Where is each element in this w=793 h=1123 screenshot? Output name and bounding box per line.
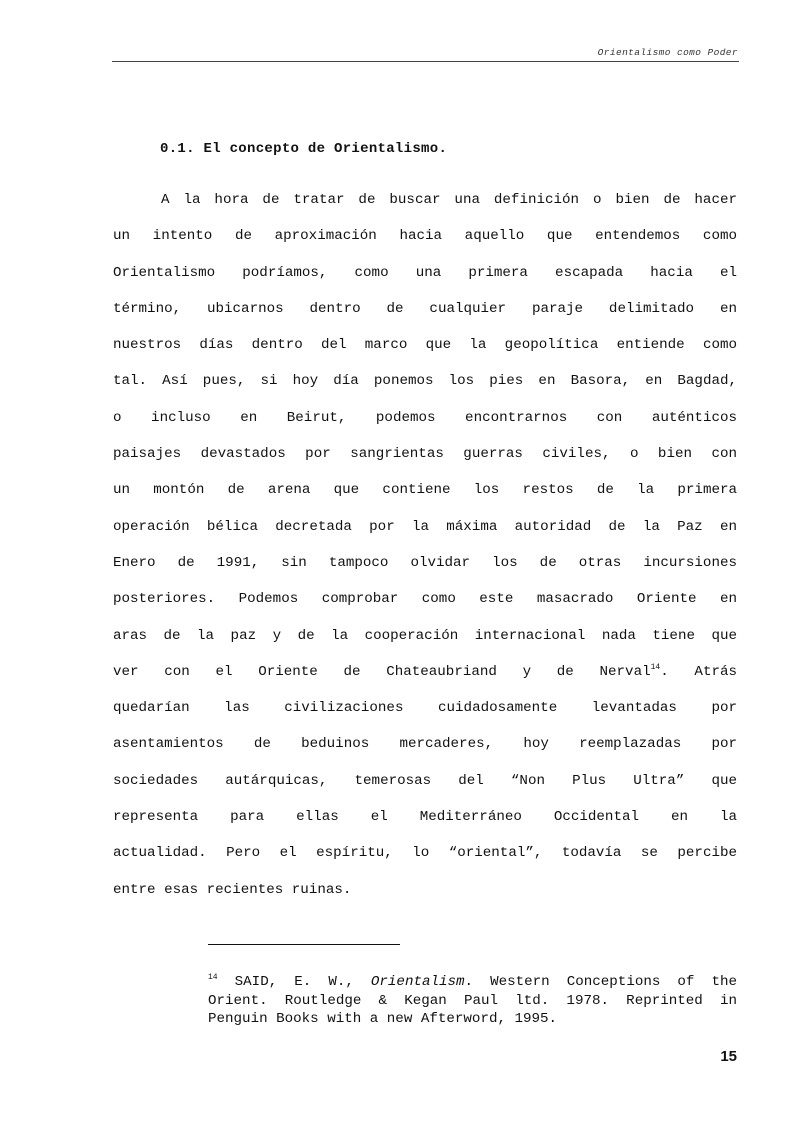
body-line: Enero de 1991, sin tampoco olvidar los de otras incursiones: [113, 554, 737, 571]
running-header: Orientalismo como Poder: [597, 47, 738, 58]
body-paragraph: [113, 182, 737, 908]
page-number: 15: [720, 1048, 737, 1065]
body-line: Orientalismo podríamos, como una primera escapada hacia el: [113, 264, 737, 281]
footnote-line: [208, 973, 737, 992]
footnote-line-rest: . Western Conceptions of the: [464, 974, 738, 990]
body-line: quedarían las civilizaciones cuidadosamente levantadas por: [113, 700, 737, 717]
body-line: operación bélica decretada por la máxima autoridad de la Paz en: [113, 518, 737, 535]
body-line: asentamientos de beduinos mercaderes, hoy reemplazadas por: [113, 736, 737, 753]
footnote-reference[interactable]: 14: [650, 662, 661, 672]
footnote-line: Penguin Books with a new Afterword, 1995.: [208, 1011, 558, 1027]
body-line: posteriores. Podemos comprobar como este masacrado Oriente en: [113, 591, 737, 608]
body-line: A la hora de tratar de buscar una definición o bien de hacer: [161, 192, 737, 208]
body-line: actualidad. Pero el espíritu, lo “oriental”, todavía se percibe: [113, 845, 737, 862]
body-line: entre esas recientes ruinas.: [113, 881, 352, 898]
body-line: un montón de arena que contiene los restos de la primera: [113, 482, 737, 499]
footnote-separator: [208, 944, 400, 945]
footnote-line: Orient. Routledge & Kegan Paul ltd. 1978. Reprinted in: [208, 992, 737, 1009]
body-line: o incluso en Beirut, podemos encontrarnos con auténticos: [113, 409, 737, 426]
body-line: un intento de aproximación hacia aquello que entendemos como: [113, 228, 737, 245]
body-line: término, ubicarnos dentro de cualquier paraje delimitado en: [113, 300, 737, 317]
footnote: [208, 973, 737, 1029]
body-line-with-footnote-ref: [113, 654, 737, 690]
footnote-author: SAID, E. W.,: [234, 974, 371, 990]
body-line: paisajes devastados por sangrientas guerras civiles, o bien con: [113, 446, 737, 463]
header-rule: [112, 61, 739, 62]
body-line: nuestros días dentro del marco que la geopolítica entiende como: [113, 337, 737, 354]
body-line: representa para ellas el Mediterráneo Occidental en la: [113, 809, 737, 826]
section-heading: 0.1. El concepto de Orientalismo.: [160, 141, 448, 157]
body-line-text: ver con el Oriente de Chateaubriand y de Nerval: [113, 663, 651, 680]
body-line: sociedades autárquicas, temerosas del “Non Plus Ultra” que: [113, 772, 737, 789]
body-line: tal. Así pues, si hoy día ponemos los pies en Basora, en Bagdad,: [113, 373, 737, 390]
footnote-number: 14: [208, 973, 218, 982]
body-line-tail: . Atrás: [660, 663, 737, 680]
body-line: aras de la paz y de la cooperación internacional nada tiene que: [113, 627, 737, 644]
footnote-book-title: Orientalism: [370, 974, 465, 990]
